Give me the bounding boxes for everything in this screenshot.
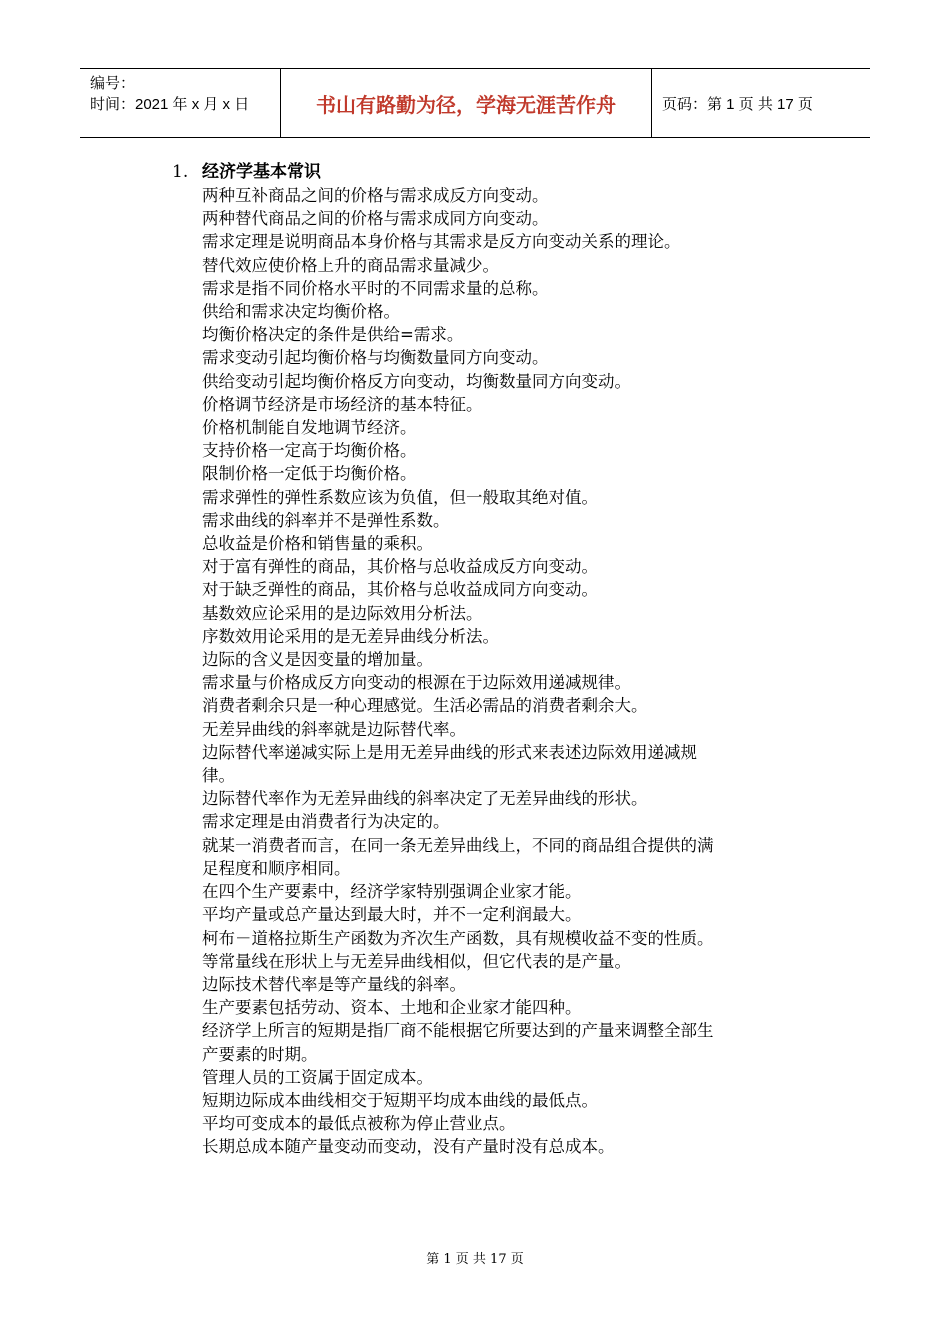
content-line: 支持价格一定高于均衡价格。 [202,441,417,461]
content-lines [202,184,802,1159]
section-number: 1. [172,162,189,182]
content-line: 供给和需求决定均衡价格。 [202,302,400,322]
content-line: 边际的含义是因变量的增加量。 [202,650,433,670]
content-line: 消费者剩余只是一种心理感觉。生活必需品的消费者剩余大。 [202,696,648,716]
content-line: 在四个生产要素中，经济学家特别强调企业家才能。 [202,882,582,902]
section-heading [172,160,321,184]
content-line: 产要素的时期。 [202,1044,318,1064]
header-page-info: 页码：第 1 页 共 17 页 [662,95,813,113]
content-line: 边际技术替代率是等产量线的斜率。 [202,974,466,994]
header-meta [80,69,280,137]
date-label: 时间：2021 年 x 月 x 日 [90,96,250,113]
content-line: 价格机制能自发地调节经济。 [202,418,417,438]
content-line: 经济学上所言的短期是指厂商不能根据它所要达到的产量来调整全部生 [202,1021,714,1041]
content-line: 边际替代率递减实际上是用无差异曲线的形式来表述边际效用递减规 [202,742,697,762]
content-line: 需求弹性的弹性系数应该为负值，但一般取其绝对值。 [202,487,598,507]
content-line: 基数效应论采用的是边际效用分析法。 [202,603,483,623]
content-line: 平均产量或总产量达到最大时，并不一定利润最大。 [202,905,582,925]
content-line: 律。 [202,766,235,786]
page-footer: 第 1 页 共 17 页 [426,1252,524,1267]
content-line: 需求是指不同价格水平时的不同需求量的总称。 [202,278,549,298]
content-line: 需求变动引起均衡价格与均衡数量同方向变动。 [202,348,549,368]
content-line: 两种替代商品之间的价格与需求成同方向变动。 [202,209,549,229]
content-line: 价格调节经济是市场经济的基本特征。 [202,394,483,414]
content-line: 序数效用论采用的是无差异曲线分析法。 [202,626,499,646]
content-line: 需求量与价格成反方向变动的根源在于边际效用递减规律。 [202,673,631,693]
content-line: 就某一消费者而言，在同一条无差异曲线上，不同的商品组合提供的满 [202,835,714,855]
content-line: 两种互补商品之间的价格与需求成反方向变动。 [202,186,549,205]
content-line: 柯布－道格拉斯生产函数为齐次生产函数，具有规模收益不变的性质。 [202,928,714,948]
content-line: 需求曲线的斜率并不是弹性系数。 [202,510,450,530]
number-label: 编号： [90,75,136,92]
content-line: 管理人员的工资属于固定成本。 [202,1067,433,1087]
content-line: 足程度和顺序相同。 [202,858,351,878]
document-header [80,68,870,138]
content-line: 均衡价格决定的条件是供给=需求。 [202,325,464,345]
content-line: 长期总成本随产量变动而变动，没有产量时没有总成本。 [202,1137,615,1157]
section-title: 经济学基本常识 [202,162,321,182]
content-line: 限制价格一定低于均衡价格。 [202,464,417,484]
content-line: 需求定理是由消费者行为决定的。 [202,812,450,832]
content-line: 供给变动引起均衡价格反方向变动，均衡数量同方向变动。 [202,371,631,391]
content-line: 无差异曲线的斜率就是边际替代率。 [202,719,466,739]
content-line: 平均可变成本的最低点被称为停止营业点。 [202,1114,516,1134]
content-line: 替代效应使价格上升的商品需求量减少。 [202,255,499,275]
content-line: 对于缺乏弹性的商品，其价格与总收益成同方向变动。 [202,580,598,600]
content-line: 需求定理是说明商品本身价格与其需求是反方向变动关系的理论。 [202,232,681,252]
content-line: 生产要素包括劳动、资本、土地和企业家才能四种。 [202,998,582,1018]
content-line: 边际替代率作为无差异曲线的斜率决定了无差异曲线的形状。 [202,789,648,809]
header-motto: 书山有路勤为径，学海无涯苦作舟 [280,69,652,137]
content-line: 对于富有弹性的商品，其价格与总收益成反方向变动。 [202,557,598,577]
content-line: 短期边际成本曲线相交于短期平均成本曲线的最低点。 [202,1090,598,1110]
content-line: 总收益是价格和销售量的乘积。 [202,534,433,554]
content-line: 等常量线在形状上与无差异曲线相似，但它代表的是产量。 [202,951,631,971]
